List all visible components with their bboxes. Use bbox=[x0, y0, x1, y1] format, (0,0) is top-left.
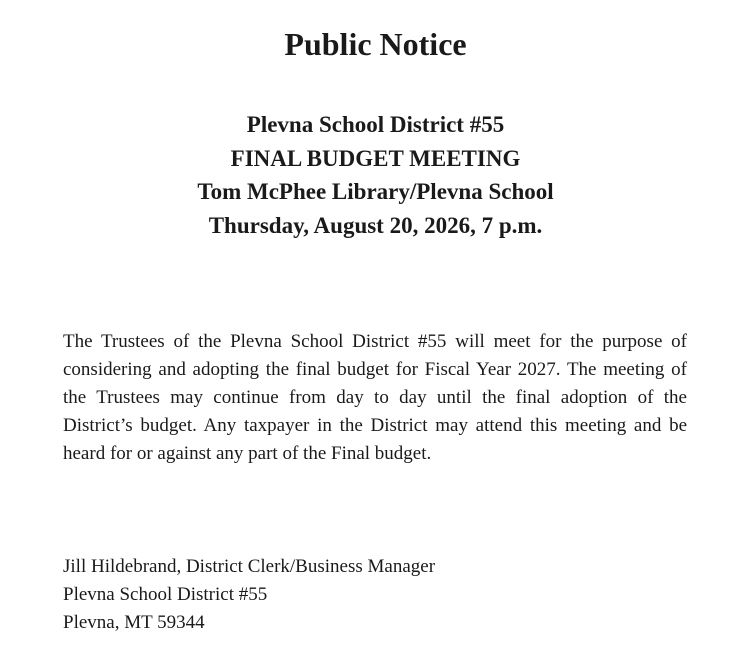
page-title: Public Notice bbox=[284, 26, 467, 62]
signature-block bbox=[63, 553, 687, 637]
signatory-organization: Plevna School District #55 bbox=[63, 584, 268, 605]
notice-body: The Trustees of the Plevna School District #55 will meet for the purpose of considering and adopting the final budget for Fiscal Year 2027. The meeting of the Trustees may continue from day to day until the final adoption of the District’s budget. Any taxpayer in the District may attend this meeting and be heard for or against any part of the Final budget. bbox=[63, 331, 687, 464]
meeting-location: Tom McPhee Library/Plevna School bbox=[197, 179, 554, 204]
district-name: Plevna School District #55 bbox=[246, 112, 505, 137]
meeting-type: FINAL BUDGET MEETING bbox=[230, 145, 521, 171]
meeting-header bbox=[0, 108, 751, 242]
signatory-name: Jill Hildebrand, District Clerk/Business Manager bbox=[63, 556, 436, 577]
signatory-address: Plevna, MT 59344 bbox=[63, 612, 205, 633]
meeting-datetime: Thursday, August 20, 2026, 7 p.m. bbox=[208, 212, 543, 238]
